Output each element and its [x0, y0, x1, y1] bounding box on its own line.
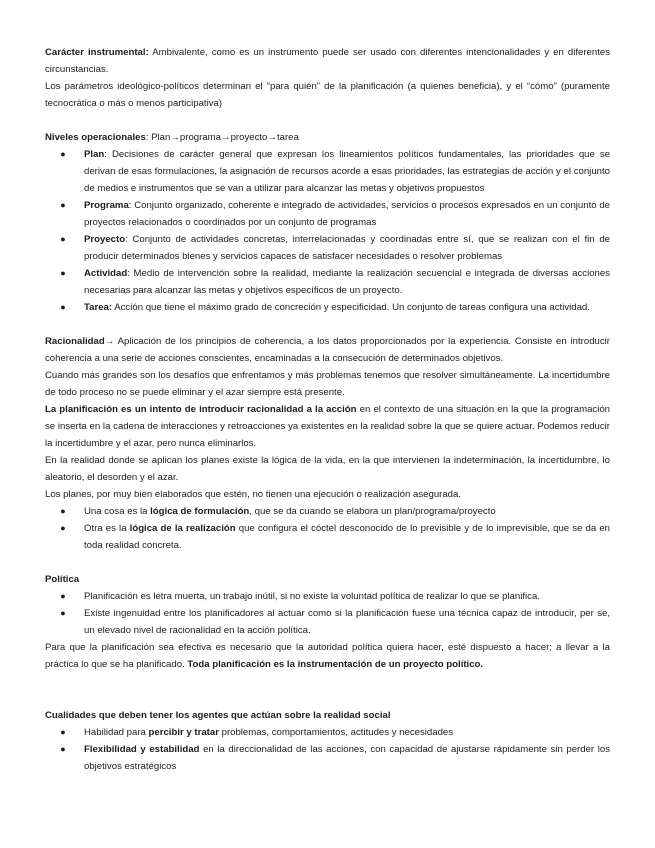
bullet-icon: ●	[60, 268, 66, 278]
niveles-text: : Plan→programa→proyecto→tarea	[145, 132, 299, 143]
politica-list	[45, 588, 610, 639]
item-bold: lógica de la realización	[129, 523, 236, 534]
politica-heading	[45, 571, 610, 588]
term-tarea: Tarea:	[84, 302, 113, 313]
term-actividad: Actividad	[84, 268, 128, 279]
racionalidad-p4: En la realidad donde se aplican los planes existe la lógica de la vida, en la que intervienen la indeterminación, la incertidumbre, lo aleatorio, el desorden y el azar.	[45, 455, 610, 483]
term-programa: Programa	[84, 200, 129, 211]
list-item-proyecto	[45, 231, 610, 265]
bullet-icon: ●	[60, 234, 66, 244]
list-item-politica-2	[45, 605, 610, 639]
cualidades-list	[45, 724, 610, 775]
bullet-icon: ●	[60, 149, 66, 159]
instrumental-paragraph	[45, 44, 610, 78]
definition-tarea: Acción que tiene el máximo grado de concreción y especificidad. Un conjunto de tareas configura una actividad.	[112, 302, 590, 313]
spacer	[45, 673, 610, 690]
item-text: Habilidad para	[84, 727, 149, 738]
politica-text: Para que la planificación sea efectiva es necesario que la autoridad política quiera hacer, esté dispuesto a hacer; a llevar a la práctica lo que se ha planificado.	[45, 642, 610, 670]
racionalidad-p2: Cuando más grandes son los desafíos que enfrentamos y más problemas tenemos que resolver simultáneamente. La incertidumbre de todo proceso no se puede eliminar y el azar siempre está presente.	[45, 370, 610, 398]
logica-list	[45, 503, 610, 554]
racionalidad-text: → Aplicación de los principios de coherencia, a los datos proporcionados por la experiencia. Consiste en introducir coherencia a una serie de acciones conscientes, encaminadas a la consecución de determinados objetivos.	[45, 336, 610, 364]
list-item-actividad	[45, 265, 610, 299]
item-text: en la direccionalidad de las acciones, con capacidad de ajustarse rápidamente sin perder los objetivos estratégicos	[84, 744, 610, 772]
spacer	[45, 316, 610, 333]
politica-paragraph	[45, 639, 610, 673]
item-text: Planificación es letra muerta, un trabajo inútil, si no existe la voluntad política de realizar lo que se planifica.	[84, 591, 540, 602]
item-bold: Flexibilidad y estabilidad	[84, 744, 200, 755]
item-text: Otra es la	[84, 523, 130, 534]
list-item-cualidad-1	[45, 724, 610, 741]
bullet-icon: ●	[60, 591, 66, 601]
bullet-icon: ●	[60, 302, 66, 312]
bullet-icon: ●	[60, 506, 66, 516]
item-bold: percibir y tratar	[148, 727, 219, 738]
definition-actividad: : Medio de intervención sobre la realidad, mediante la realización secuencial e integrada de diversas acciones necesarias para alcanzar las metas y objetivos específicos de un proyecto.	[84, 268, 610, 296]
bullet-icon: ●	[60, 727, 66, 737]
list-item-programa	[45, 197, 610, 231]
list-item-logica-formulacion	[45, 503, 610, 520]
item-text: Existe ingenuidad entre los planificadores al actuar como si la planificación fuese una técnica capaz de introducir, per se, un elevado nivel de racionalidad en la acción política.	[84, 608, 610, 636]
bullet-icon: ●	[60, 523, 66, 533]
instrumental-text: Ambivalente, como es un instrumento puede ser usado con diferentes intencionalidades y en diferentes circunstancias.	[45, 47, 610, 75]
term-plan: Plan	[84, 149, 105, 160]
item-text: problemas, comportamientos, actitudes y necesidades	[218, 727, 454, 738]
definition-programa: : Conjunto organizado, coherente e integrado de actividades, servicios o procesos expresados en un conjunto de proyectos relacionados o coordinados por un conjunto de programas	[84, 200, 610, 228]
item-text: , que se da cuando se elabora un plan/programa/proyecto	[249, 506, 496, 517]
niveles-title: Niveles operacionales	[45, 132, 146, 143]
item-text: Una cosa es la	[84, 506, 151, 517]
cualidades-heading	[45, 707, 610, 724]
params-paragraph: Los parámetros ideológico-políticos determinan el “para quién” de la planificación (a quienes beneficia), y el “cómo” (puramente tecnocrática o más o menos participativa)	[45, 81, 610, 109]
list-item-tarea	[45, 299, 610, 316]
racionalidad-p5: Los planes, por muy bien elaborados que estén, no tienen una ejecución o realización asegurada.	[45, 489, 462, 500]
list-item-politica-1	[45, 588, 610, 605]
cualidades-title: Cualidades que deben tener los agentes que actúan sobre la realidad social	[45, 710, 391, 721]
racionalidad-p3-text: en el contexto de una situación en la que la programación se inserta en la cadena de interacciones y retroacciones ya existentes en la realidad sobre la que se quiere actuar. Podemos reducir la incertidumbre y el azar, pero nunca eliminarlos.	[45, 404, 611, 449]
bullet-icon: ●	[60, 608, 66, 618]
racionalidad-p3	[45, 401, 610, 452]
list-item-logica-realizacion	[45, 520, 610, 554]
item-bold: lógica de formulación	[150, 506, 250, 517]
bullet-icon: ●	[60, 200, 66, 210]
niveles-list	[45, 146, 610, 316]
politica-title: Política	[45, 574, 80, 585]
item-text: que configura el cóctel desconocido de lo previsible y de lo imprevisible, que se da en toda realidad concreta.	[84, 523, 610, 551]
racionalidad-paragraph	[45, 333, 610, 367]
term-proyecto: Proyecto	[84, 234, 126, 245]
niveles-paragraph	[45, 129, 610, 146]
spacer	[45, 690, 610, 707]
definition-plan: : Decisiones de carácter general que expresan los lineamientos políticos fundamentales, las prioridades que se derivan de esas formulaciones, la asignación de recursos acorde a esas prioridades, las estrategias de acción y el conjunto de medios e instrumentos que se van a utilizar para alcanzar las metas y objetivos propuestos	[84, 149, 610, 194]
politica-bold: Toda planificación es la instrumentación de un proyecto político.	[187, 659, 484, 670]
list-item-cualidad-2	[45, 741, 610, 775]
spacer	[45, 554, 610, 571]
racionalidad-p3-bold: La planificación es un intento de introducir racionalidad a la acción	[45, 404, 357, 415]
document-content	[45, 44, 610, 775]
spacer	[45, 112, 610, 129]
racionalidad-title: Racionalidad	[45, 336, 105, 347]
instrumental-title: Carácter instrumental:	[45, 47, 149, 58]
definition-proyecto: : Conjunto de actividades concretas, interrelacionadas y coordinadas entre sí, que se realizan con el fin de producir determinados bienes y servicios capaces de satisfacer necesidades o resolver problemas	[84, 234, 610, 262]
list-item-plan	[45, 146, 610, 197]
bullet-icon: ●	[60, 744, 66, 754]
